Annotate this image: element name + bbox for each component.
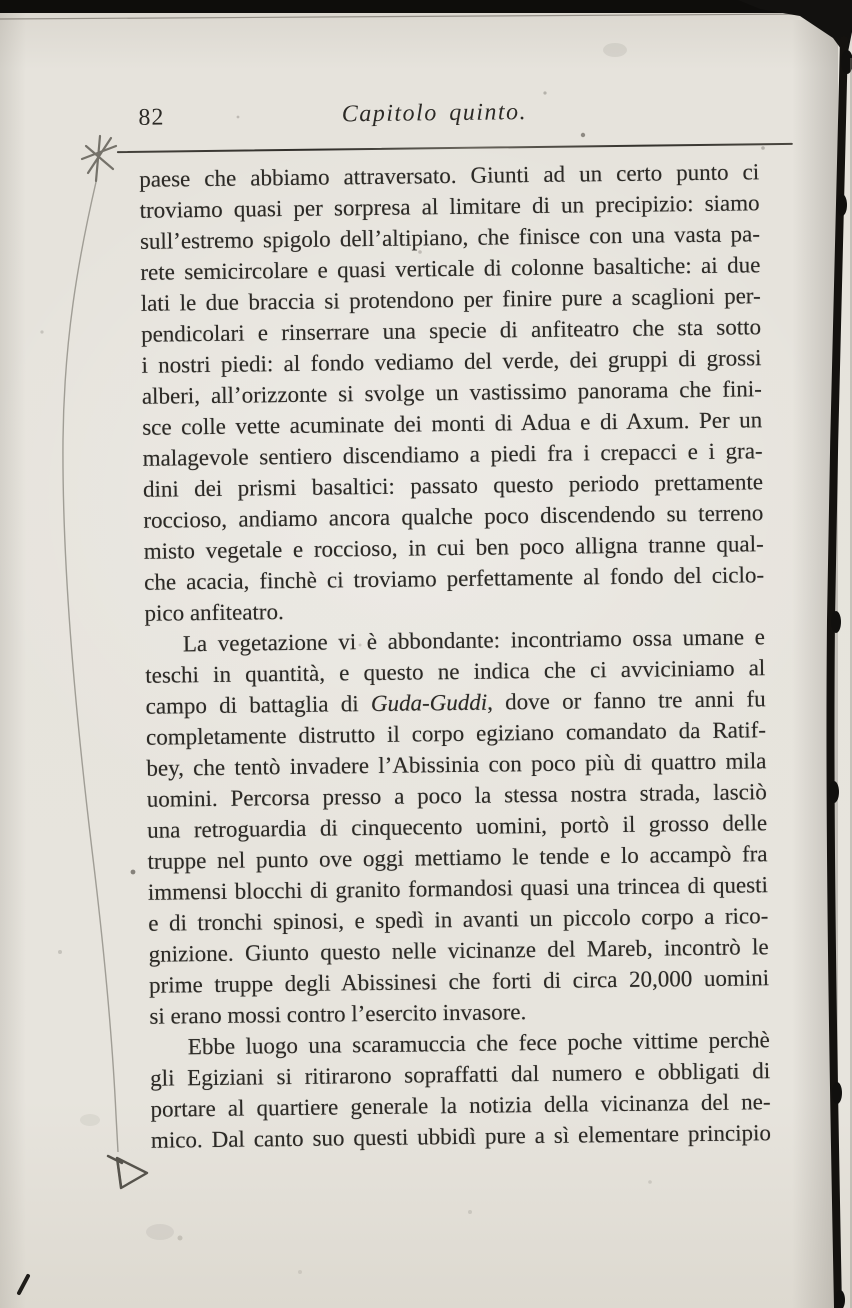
binding-shadow — [792, 20, 838, 1308]
text-line: dini dei prismi basaltici: passato questo periodo prettamente — [142, 469, 764, 502]
text-line: si erano mossi contro l’esercito invasore. — [149, 999, 527, 1029]
text-line: immensi blocchi di granito formandosi quasi una trincea di questi — [147, 872, 769, 905]
text-line: sce colle vette acuminate dei monti di Adua e di Axum. Per un — [142, 407, 763, 440]
scan-top-edge — [0, 0, 852, 13]
pencil-arrow-mark-bottom-icon — [108, 1156, 147, 1188]
text-line: una retroguardia di cinquecento uomini, portò il grosso delle — [147, 810, 768, 843]
text-line: La vegetazione vi è abbondante: incontriamo ossa umane e — [182, 624, 766, 657]
text-line: rete semicircolare e quasi verticale di colonne basaltiche: ai due — [140, 252, 761, 285]
pencil-check-mark-top-icon — [82, 136, 116, 181]
body-text — [139, 156, 771, 1156]
page-number: 82 — [138, 104, 165, 131]
chapter-header: Capitolo quinto. — [341, 99, 528, 128]
text-line: malagevole sentiero discendiamo a piedi fra i crepacci e i gra- — [142, 438, 763, 471]
text-line: che acacia, finchè ci troviamo perfettamente al fondo del ciclo- — [143, 562, 765, 595]
text-line: Ebbe luogo una scaramuccia che fece poche vittime perchè — [187, 1027, 770, 1060]
text-line: teschi in quantità, e questo ne indica che ci avviciniamo al — [145, 655, 766, 688]
text-line: bey, che tentò invadere l’Abissinia con poco più di quattro mila — [146, 748, 767, 781]
text-line: uomini. Percorsa presso a poco la stessa nostra strada, lasciò — [146, 779, 767, 812]
header-rule — [117, 143, 793, 153]
text-line: campo di battaglia di Guda-Guddi, dove or fanno tre anni fu — [145, 686, 766, 719]
text-line: e di tronchi spinosi, e spedì in avanti un piccolo corpo a rico- — [148, 903, 769, 936]
pencil-margin-line — [63, 182, 118, 1152]
text-line: mico. Dal canto suo questi ubbidì pure a sì elementare principio — [150, 1120, 772, 1153]
text-line: lati le due braccia si protendono per finire pure a scaglioni per- — [140, 283, 761, 316]
text-line: troviamo quasi per sorpresa al limitare di un precipizio: siamo — [139, 190, 760, 223]
text-line: gli Egiziani si ritirarono sopraffatti dal numero e obbligati di — [150, 1058, 771, 1091]
text-line: misto vegetale e roccioso, in cui ben poco alligna tranne qual- — [143, 531, 764, 564]
text-line: i nostri piedi: al fondo vediamo del verde, dei gruppi di grossi — [141, 345, 762, 378]
text-line: truppe nel punto ove oggi mettiamo le tende e lo accampò fra — [147, 841, 768, 874]
text-line: portare al quartiere generale la notizia della vicinanza del ne- — [150, 1089, 771, 1122]
text-line: pendicolari e rinserrare una specie di anfiteatro che sta sotto — [140, 314, 762, 347]
text-line: alberi, all’orizzonte si svolge un vastissimo panorama che fini- — [141, 376, 762, 409]
text-line: completamente distrutto il corpo egiziano comandato da Ratif- — [145, 717, 767, 750]
text-line: sull’estremo spigolo dell’altipiano, che finisce con una vasta pa- — [139, 221, 761, 254]
text-line: pico anfiteatro. — [144, 599, 284, 626]
text-line: roccioso, andiamo ancora qualche poco discendendo su terreno — [143, 500, 764, 533]
page-content — [137, 0, 773, 1308]
ink-slash-bottom-left — [19, 1276, 28, 1293]
text-line: gnizione. Giunto questo nelle vicinanze del Mareb, incontrò le — [148, 934, 769, 967]
text-line: prime truppe degli Abissinesi che forti di circa 20,000 uomini — [148, 965, 770, 998]
text-line: paese che abbiamo attraversato. Giunti ad un certo punto ci — [139, 159, 760, 192]
